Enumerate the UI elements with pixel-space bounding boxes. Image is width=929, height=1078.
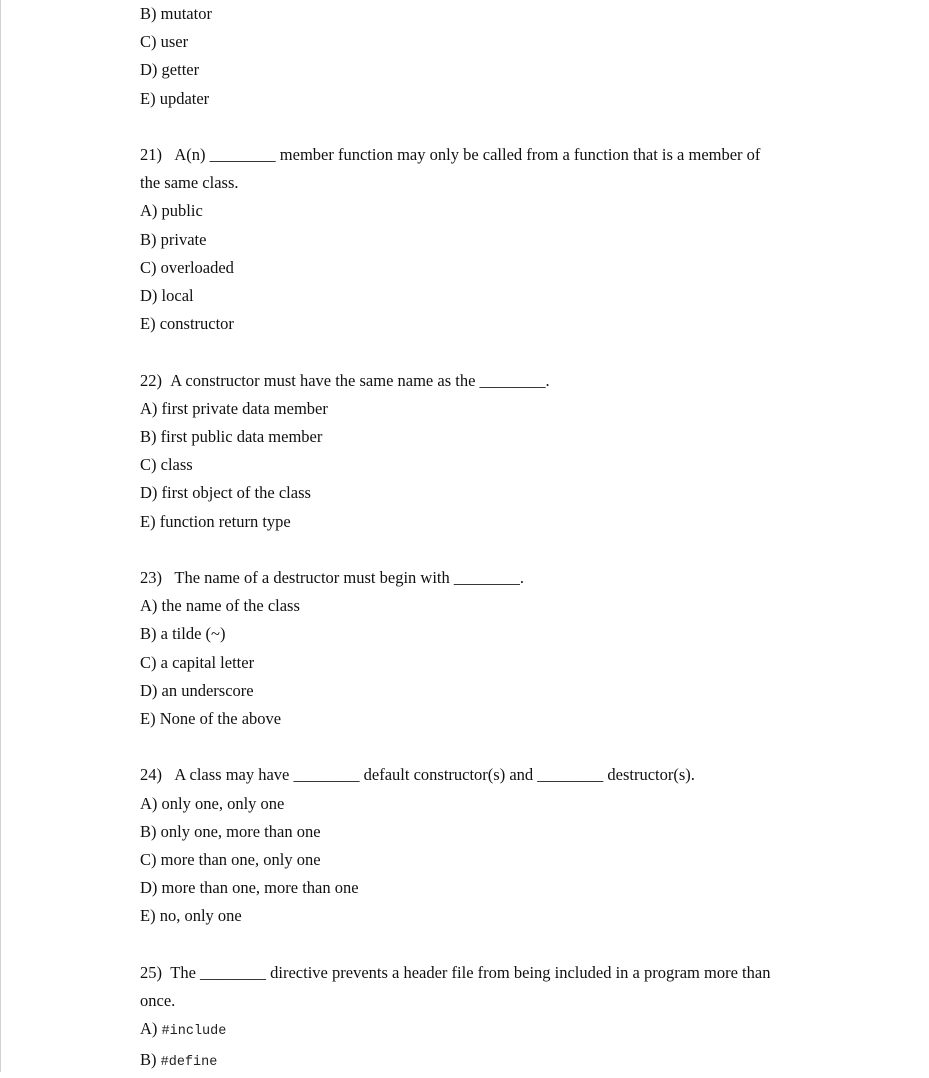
- option-c: C) user: [140, 32, 189, 52]
- option-c: C) class: [140, 455, 193, 475]
- question-23: [140, 564, 820, 733]
- question-number: 25): [140, 962, 162, 982]
- question-stem: [140, 959, 785, 1015]
- option-e: E) function return type: [140, 511, 291, 531]
- question-text: A class may have ________ default constructor(s) and ________ destructor(s).: [174, 765, 695, 785]
- option-b: B) mutator: [140, 4, 212, 23]
- option-c: C) overloaded: [140, 257, 234, 277]
- option-b: [140, 1046, 820, 1077]
- option-e: E) None of the above: [140, 709, 282, 729]
- question-text: The name of a destructor must begin with ________.: [174, 568, 525, 588]
- option-e: E) updater: [140, 88, 210, 108]
- option-letter: A): [140, 1019, 158, 1039]
- question-number: 23): [140, 568, 162, 588]
- question-22: [140, 367, 820, 536]
- option-d: D) more than one, more than one: [140, 878, 359, 898]
- question-stem: [140, 761, 820, 789]
- exam-page: [140, 0, 820, 1078]
- question-stem: [140, 564, 820, 592]
- option-d: D) first object of the class: [140, 483, 311, 503]
- option-b: B) private: [140, 229, 207, 249]
- option-e: E) constructor: [140, 314, 234, 334]
- question-number: 22): [140, 370, 162, 390]
- option-code: #define: [160, 1055, 218, 1071]
- question-number: 21): [140, 145, 162, 164]
- question-24: [140, 761, 820, 930]
- option-d: D) an underscore: [140, 680, 254, 700]
- question-number: 24): [140, 765, 162, 785]
- option-b: B) a tilde (~): [140, 624, 226, 644]
- option-a: A) only one, only one: [140, 793, 285, 813]
- option-code: #include: [161, 1024, 227, 1040]
- option-a: A) the name of the class: [140, 596, 300, 616]
- question-25: [140, 959, 820, 1078]
- option-c: C) more than one, only one: [140, 850, 321, 870]
- option-e: E) no, only one: [140, 906, 242, 926]
- option-d: D) getter: [140, 60, 200, 80]
- question-stem: [140, 367, 820, 395]
- option-a: A) first private data member: [140, 398, 328, 418]
- option-letter: B): [140, 1050, 157, 1070]
- page-left-edge: [0, 0, 1, 1072]
- question-text: A constructor must have the same name as the ________.: [170, 370, 550, 390]
- option-c: C) a capital letter: [140, 652, 255, 672]
- option-a: A) public: [140, 201, 203, 221]
- question-20: [140, 0, 820, 113]
- question-stem: [140, 141, 780, 197]
- question-21: [140, 141, 820, 338]
- option-a: [140, 1015, 820, 1046]
- question-text: The ________ directive prevents a header file from being included in a program more than once.: [140, 962, 771, 1011]
- question-text: A(n) ________ member function may only be called from a function that is a member of the same class.: [140, 145, 761, 193]
- option-b: B) only one, more than one: [140, 821, 321, 841]
- option-b: B) first public data member: [140, 427, 323, 447]
- option-d: D) local: [140, 286, 194, 306]
